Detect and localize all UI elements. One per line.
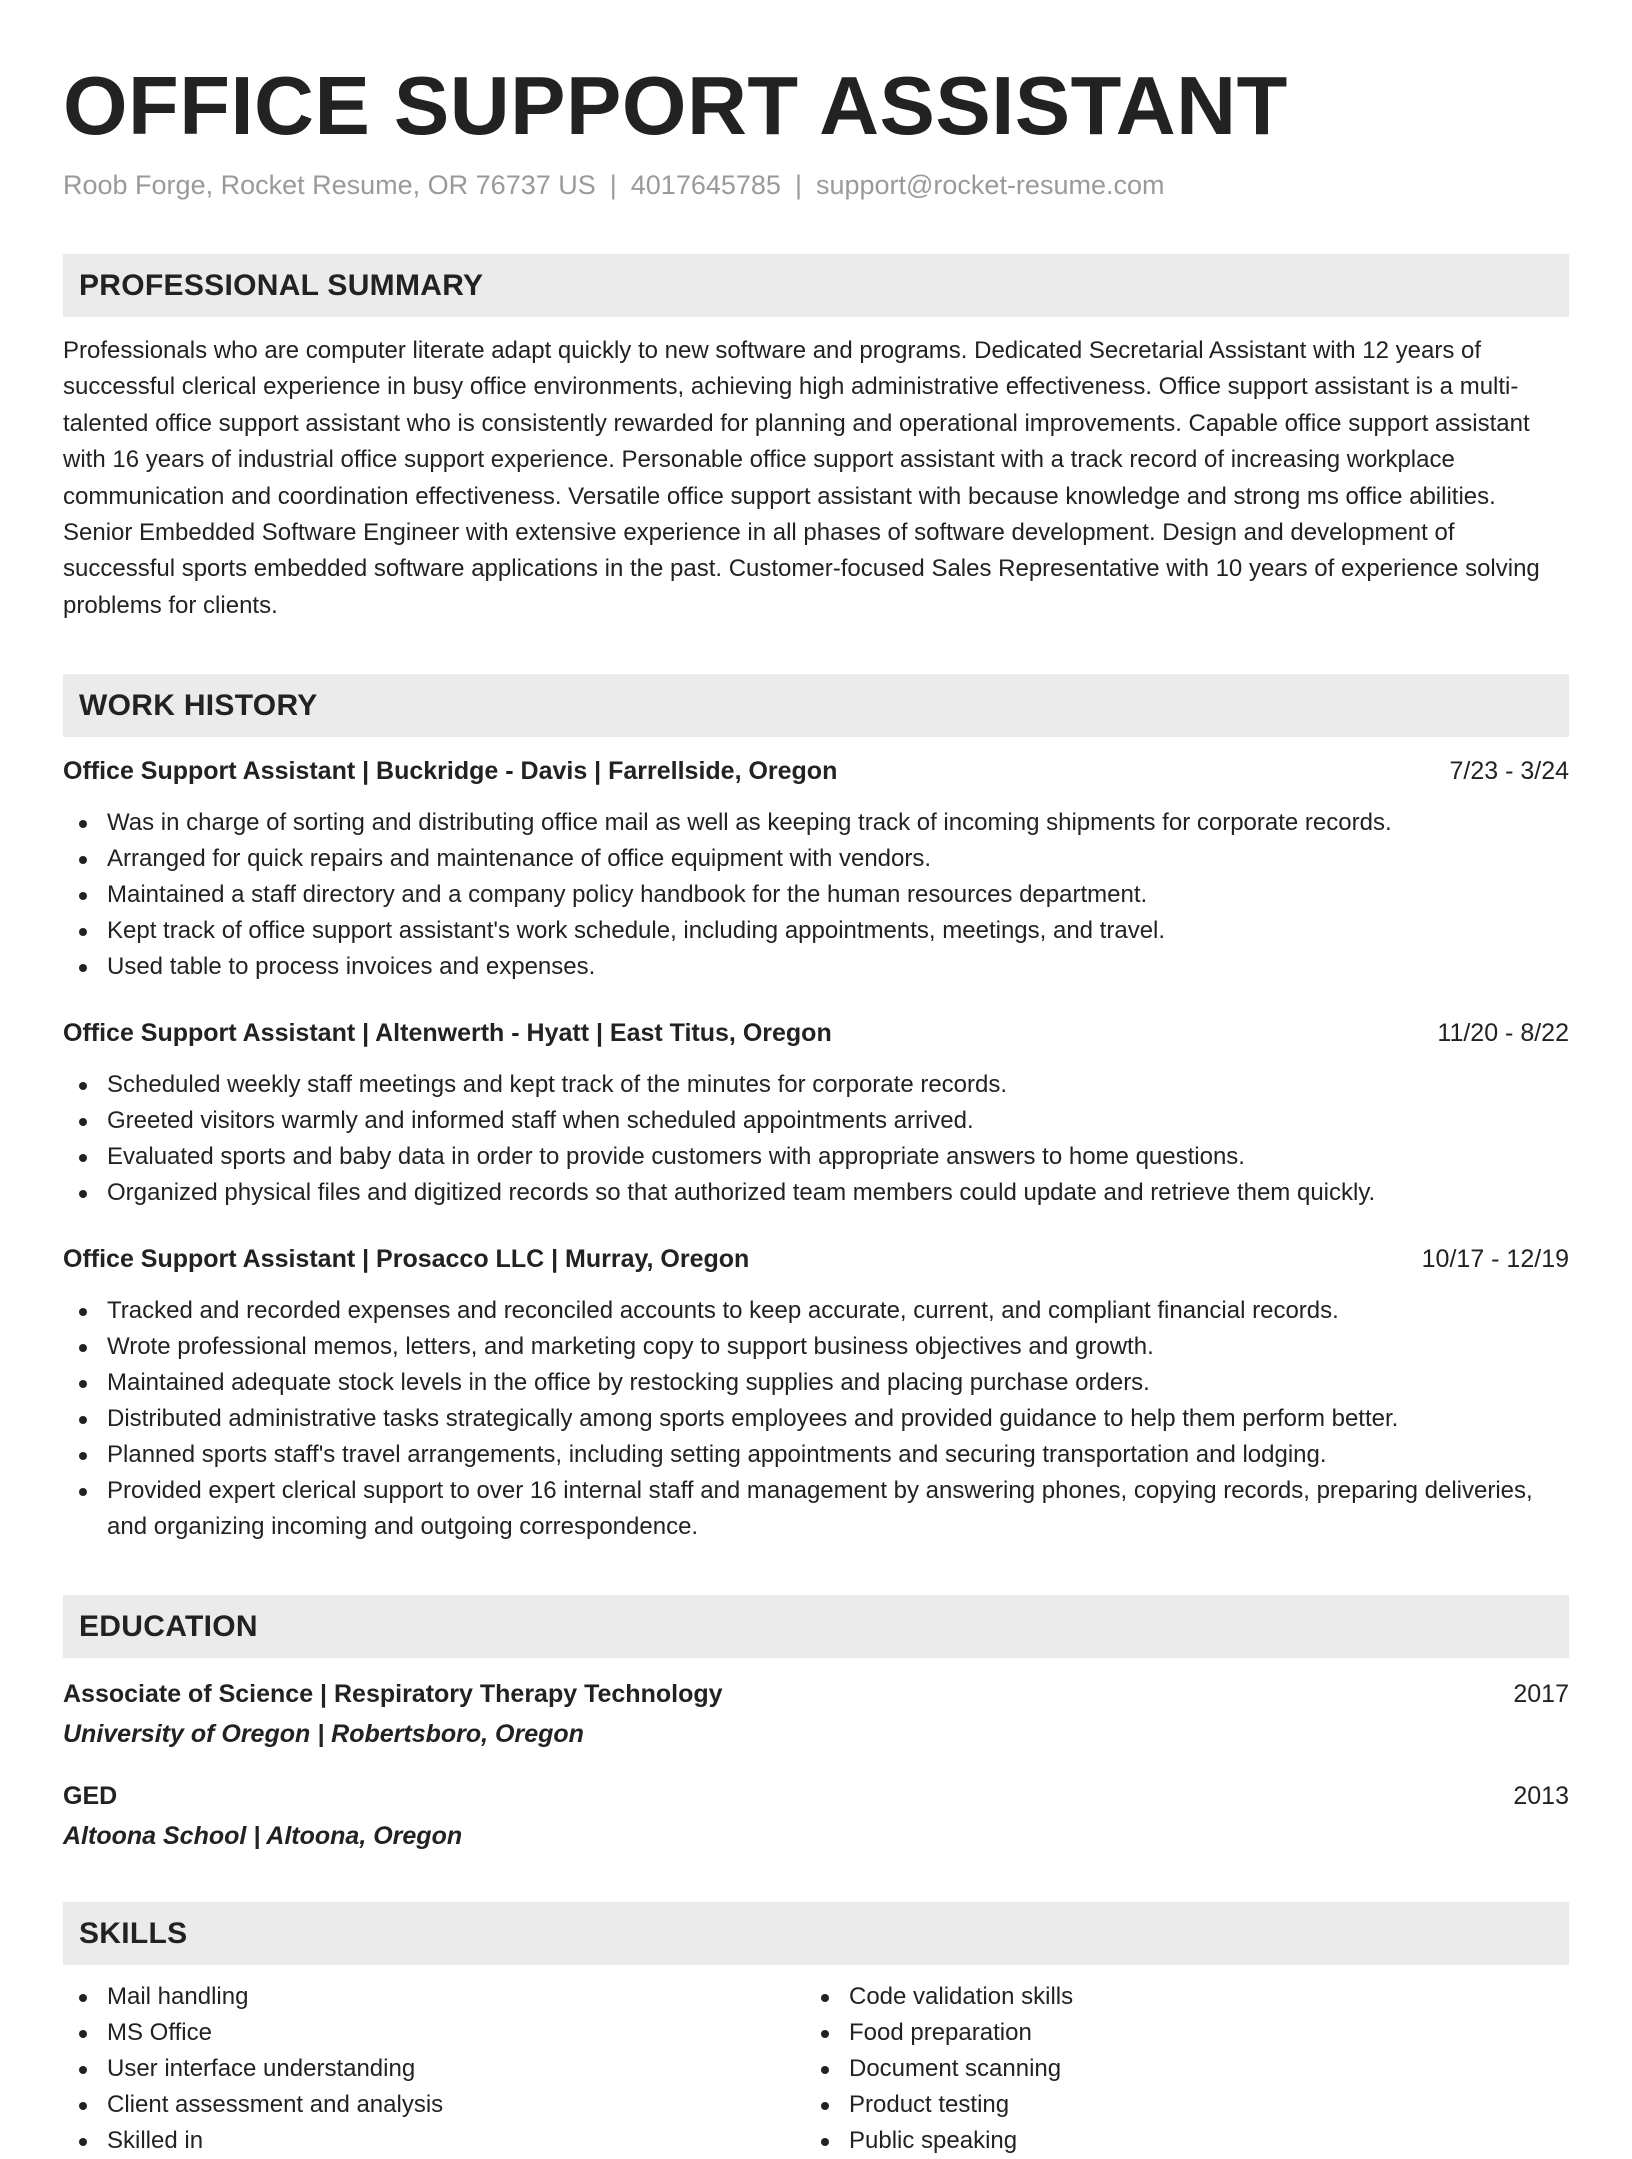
job-bullet: Used table to process invoices and expenses. [63,949,1569,985]
job-bullet: Tracked and recorded expenses and reconciled accounts to keep accurate, current, and compliant financial records. [63,1293,1569,1329]
skills-column-left [63,1979,805,2159]
skills-columns [63,1979,1569,2159]
job-header [63,1017,1569,1049]
job-header [63,1243,1569,1275]
contact-address: Roob Forge, Rocket Resume, OR 76737 US [63,170,596,200]
job-title: Office Support Assistant | Buckridge - Davis | Farrellside, Oregon [63,757,838,786]
job-dates: 7/23 - 3/24 [1449,757,1569,786]
job-entry [63,1017,1569,1211]
education-entry [63,1678,1569,1750]
job-bullet: Scheduled weekly staff meetings and kept track of the minutes for corporate records. [63,1067,1569,1103]
job-bullets [63,805,1569,985]
job-bullet: Arranged for quick repairs and maintenance of office equipment with vendors. [63,841,1569,877]
job-bullet: Kept track of office support assistant's work schedule, including appointments, meetings, and travel. [63,913,1569,949]
section-header-skills: SKILLS [63,1902,1569,1965]
skill-item: User interface understanding [63,2051,805,2087]
skill-item: Product testing [805,2087,1569,2123]
education-degree: Associate of Science | Respiratory Therapy Technology [63,1680,723,1709]
skill-item: Client assessment and analysis [63,2087,805,2123]
contact-line [63,168,1569,202]
job-bullet: Was in charge of sorting and distributing office mail as well as keeping track of incoming shipments for corporate records. [63,805,1569,841]
section-header-summary: PROFESSIONAL SUMMARY [63,254,1569,317]
skills-list [63,1979,805,2159]
job-bullet: Maintained adequate stock levels in the office by restocking supplies and placing purchase orders. [63,1365,1569,1401]
education-year: 2017 [1513,1680,1569,1709]
skills-column-right [805,1979,1569,2159]
education-school: Altoona School | Altoona, Oregon [63,1822,463,1851]
job-title: Office Support Assistant | Prosacco LLC | Murray, Oregon [63,1245,750,1274]
section-header-work-history: WORK HISTORY [63,674,1569,737]
job-bullet: Organized physical files and digitized records so that authorized team members could update and retrieve them quickly. [63,1175,1569,1211]
education-header [63,1780,1569,1812]
job-bullet: Maintained a staff directory and a company policy handbook for the human resources department. [63,877,1569,913]
summary-text: Professionals who are computer literate adapt quickly to new software and programs. Dedicated Secretarial Assistant with 12 years of successful clerical experience in busy office environments, achieving high administrative effectiveness. Office support assistant is a multi-talented office support assistant who is consistently rewarded for planning and operational improvements. Capable office support assistant with 16 years of industrial office support experience. Personable office support assistant with a track record of increasing workplace communication and coordination effectiveness. Versatile office support assistant with because knowledge and strong ms office abilities. Senior Embedded Software Engineer with extensive experience in all phases of software development. Design and development of successful sports embedded software applications in the past. Customer-focused Sales Representative with 10 years of experience solving problems for clients. [63,337,1540,619]
job-bullets [63,1293,1569,1545]
job-dates: 10/17 - 12/19 [1421,1245,1569,1274]
job-bullet: Evaluated sports and baby data in order to provide customers with appropriate answers to home questions. [63,1139,1569,1175]
skill-item: Skilled in [63,2123,805,2159]
job-dates: 11/20 - 8/22 [1437,1019,1569,1048]
job-bullet: Provided expert clerical support to over 16 internal staff and management by answering phones, copying records, preparing deliveries, and organizing incoming and outgoing correspondence. [63,1473,1569,1545]
job-bullet: Wrote professional memos, letters, and marketing copy to support business objectives and growth. [63,1329,1569,1365]
section-header-education: EDUCATION [63,1595,1569,1658]
contact-separator: | [794,170,802,200]
skill-item: Document scanning [805,2051,1569,2087]
skill-item: Mail handling [63,1979,805,2015]
job-bullet: Distributed administrative tasks strategically among sports employees and provided guidance to help them perform better. [63,1401,1569,1437]
skills-list [805,1979,1569,2159]
education-year: 2013 [1513,1782,1569,1811]
job-title: Office Support Assistant | Altenwerth - Hyatt | East Titus, Oregon [63,1019,832,1048]
contact-phone: 4017645785 [630,170,781,200]
resume-name: OFFICE SUPPORT ASSISTANT [63,59,1288,152]
education-school: University of Oregon | Robertsboro, Oregon [63,1720,584,1749]
skill-item: MS Office [63,2015,805,2051]
job-bullets [63,1067,1569,1211]
contact-separator: | [609,170,617,200]
job-bullet: Greeted visitors warmly and informed staff when scheduled appointments arrived. [63,1103,1569,1139]
skill-item: Code validation skills [805,1979,1569,2015]
job-header [63,755,1569,787]
education-entry [63,1780,1569,1852]
job-entry [63,755,1569,985]
skill-item: Food preparation [805,2015,1569,2051]
contact-email[interactable]: support@rocket-resume.com [815,170,1165,200]
skill-item: Public speaking [805,2123,1569,2159]
education-degree: GED [63,1782,118,1811]
education-header [63,1678,1569,1710]
job-entry [63,1243,1569,1545]
job-bullet: Planned sports staff's travel arrangements, including setting appointments and securing transportation and lodging. [63,1437,1569,1473]
